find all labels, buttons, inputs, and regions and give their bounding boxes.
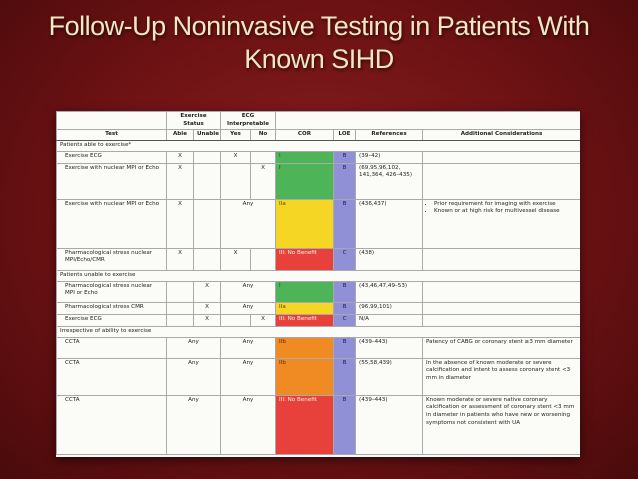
cell-cor: I [276,281,334,302]
header-unable: Unable [194,130,221,141]
cell-references: (438) [356,248,423,270]
header-no: No [251,130,276,141]
cell-unable: X [194,314,221,326]
cell-exercise-any: Any [167,337,221,358]
cell-test: CCTA [57,358,167,395]
consideration-item: • Prior requirement for imaging with exercise [434,201,577,209]
table-row [57,302,581,314]
cell-unable [194,199,221,248]
cell-additional [423,302,580,314]
table-row [57,314,581,326]
header-yes: Yes [221,130,251,141]
header-ecg-interpretable: ECG Interpretable [221,112,276,130]
cell-no: X [251,314,276,326]
cell-references: (439–443) [356,395,423,454]
table-row [57,395,581,454]
header-blank-2 [276,112,580,130]
cell-unable [194,248,221,270]
cell-exercise-any: Any [167,358,221,395]
cell-test: Exercise with nuclear MPI or Echo [57,199,167,248]
cell-able: X [167,163,194,199]
cell-yes: X [221,151,251,163]
cell-cor: I [276,151,334,163]
cell-cor: III: No Benefit [276,248,334,270]
cell-unable [194,151,221,163]
cell-ecg-any: Any [221,337,276,358]
cell-references: N/A [356,314,423,326]
cell-unable: X [194,302,221,314]
section-able-to-exercise: Patients able to exercise* [57,140,581,151]
cell-ecg-any: Any [221,358,276,395]
cell-test: Pharmacological stress CMR [57,302,167,314]
cell-additional [423,163,580,199]
cell-cor: III: No Benefit [276,314,334,326]
cell-loe: B [334,281,356,302]
cell-loe: C [334,314,356,326]
cell-no [251,248,276,270]
cell-loe: B [334,151,356,163]
header-test: Test [57,130,167,141]
cell-test: Exercise ECG [57,314,167,326]
header-exercise-status: Exercise Status [167,112,221,130]
header-loe: LOE [334,130,356,141]
cell-loe: B [334,199,356,248]
table-row [57,358,581,395]
cell-unable [194,163,221,199]
cell-cor: IIb [276,358,334,395]
cell-yes [221,314,251,326]
header-able: Able [167,130,194,141]
cell-additional [423,314,580,326]
cell-cor: IIa [276,199,334,248]
slide-title [0,10,638,76]
cell-references: (55,58,439) [356,358,423,395]
cell-additional [423,151,580,163]
cell-able: X [167,151,194,163]
table-row [57,248,581,270]
cell-additional [423,248,580,270]
cell-additional [423,199,580,248]
guideline-table-panel [56,111,580,457]
header-references: References [356,130,423,141]
cell-references: (96,99,101) [356,302,423,314]
cell-loe: C [334,248,356,270]
cell-test: Pharmacological stress nuclear MPI/Echo/CMR [57,248,167,270]
cell-yes [221,163,251,199]
header-additional: Additional Considerations [423,130,580,141]
cell-cor: IIa [276,302,334,314]
cell-able [167,302,194,314]
cell-no [251,151,276,163]
cell-references: (436,437) [356,199,423,248]
header-cor: COR [276,130,334,141]
cell-cor: I [276,163,334,199]
cell-additional: Patency of CABG or coronary stent ≥3 mm diameter [423,337,580,358]
cell-test: Pharmacological stress nuclear MPI or Echo [57,281,167,302]
cell-additional: Known moderate or severe native coronary calcification or assessment of coronary stent <3 mm in diameter in patients who have new or worsening symptoms not consistent with UA [423,395,580,454]
cell-able: X [167,199,194,248]
cell-loe: B [334,337,356,358]
cell-able [167,314,194,326]
cell-test: CCTA [57,395,167,454]
cell-unable: X [194,281,221,302]
cell-references: (39–42) [356,151,423,163]
cell-additional: In the absence of known moderate or severe calcification and intent to assess coronary stent <3 mm in diameter [423,358,580,395]
cell-cor: IIb [276,337,334,358]
table-row [57,281,581,302]
guideline-table [56,111,580,455]
cell-ecg-any: Any [221,395,276,454]
cell-additional [423,281,580,302]
cell-references: (439–443) [356,337,423,358]
cell-yes: X [221,248,251,270]
cell-loe: B [334,358,356,395]
cell-able [167,281,194,302]
table-row [57,151,581,163]
cell-test: CCTA [57,337,167,358]
cell-loe: B [334,163,356,199]
cell-cor: III: No Benefit [276,395,334,454]
cell-loe: B [334,302,356,314]
cell-test: Exercise with nuclear MPI or Echo [57,163,167,199]
cell-ecg-any: Any [221,199,276,248]
cell-loe: B [334,395,356,454]
cell-references: (69,95,96,102, 141,364, 426–435) [356,163,423,199]
header-blank [57,112,167,130]
cell-exercise-any: Any [167,395,221,454]
slide-title-line-1: Follow-Up Noninvasive Testing in Patients With [48,11,590,41]
section-irrespective: Irrespective of ability to exercise [57,326,581,337]
table-row [57,199,581,248]
cell-ecg-any: Any [221,281,276,302]
table-row [57,337,581,358]
cell-able: X [167,248,194,270]
table-row [57,163,581,199]
consideration-item: • Known or at high risk for multivessel disease [434,208,577,216]
cell-test: Exercise ECG [57,151,167,163]
section-unable-to-exercise: Patients unable to exercise [57,270,581,281]
cell-ecg-any: Any [221,302,276,314]
slide-title-line-2: Known SIHD [244,44,394,74]
cell-references: (43,46,47,49–53) [356,281,423,302]
cell-no: X [251,163,276,199]
